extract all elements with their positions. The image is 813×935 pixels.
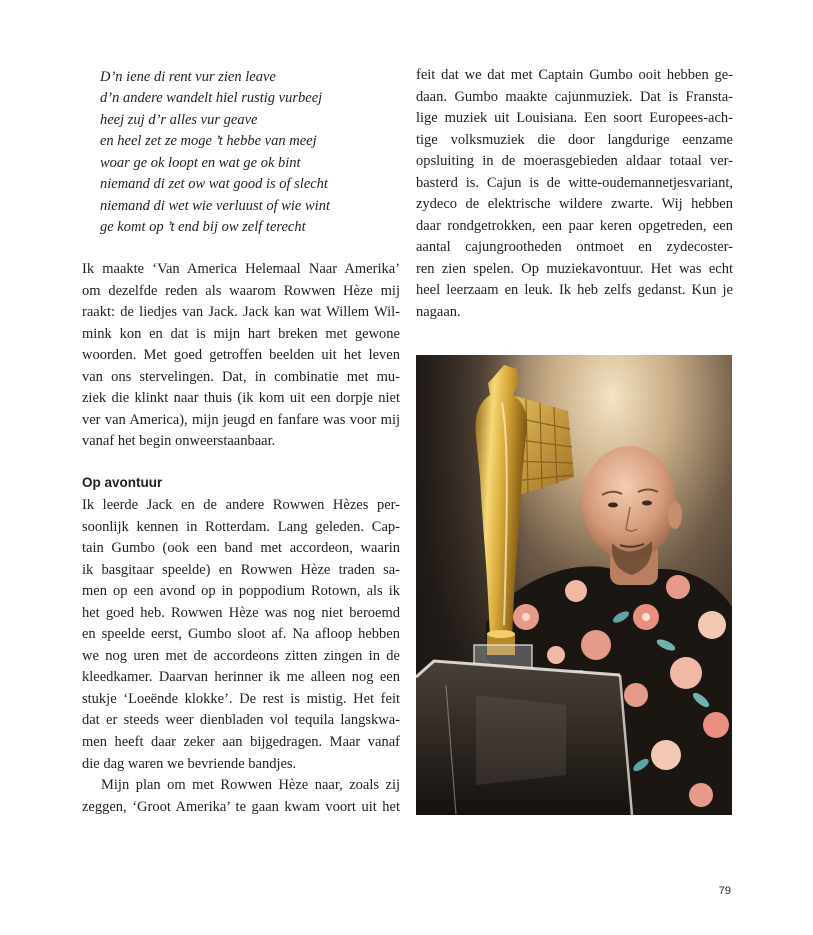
text-line: Mijn plan om met Rowwen Hèze naar, zoals zij — [101, 777, 400, 793]
page-number: 79 — [718, 885, 731, 897]
poem-line: D’n iene di rent vur zien leave — [100, 69, 276, 85]
text-line: tain Gumbo (ook een band met accordeon, waarin — [82, 540, 400, 557]
poem-line: ge komt op ’t end bij ow zelf terecht — [100, 218, 306, 235]
poem-line: heej zuj d’r alles vur geave — [100, 111, 258, 128]
shirt-flower — [703, 712, 729, 738]
text-line: men op een avond op in poppodium Rotown, als ik — [82, 583, 400, 600]
text-line: kleedkamer. Daarvan herinner ik me alleen nog een — [82, 669, 400, 686]
shirt-flower — [689, 783, 713, 807]
text-line: ver van America), mijn jeugd en fanfare was voor mij — [82, 411, 400, 428]
shirt-flower — [565, 580, 587, 602]
right-column-paragraph — [416, 65, 733, 324]
right-eye — [642, 501, 652, 506]
shirt-flower — [581, 630, 611, 660]
text-line: Ik leerde Jack en de andere Rowwen Hèzes per- — [82, 497, 400, 513]
text-line: tige volksmuziek die door langdurige eenzame — [416, 131, 733, 148]
shirt-flower — [624, 683, 648, 707]
shirt-flower — [670, 657, 702, 689]
shirt-flower — [666, 575, 690, 599]
shirt-flower-center — [522, 613, 530, 621]
text-line: basterd is. Cajun is de witte-oudemannetjesvariant, — [416, 174, 733, 191]
text-line: woorden. Met goed getroffen beelden uit het leven — [82, 347, 400, 364]
intro-paragraph — [82, 259, 400, 453]
continued-paragraph — [82, 775, 400, 818]
statuette-base-top — [487, 630, 515, 638]
text-line: daar rondgetrokken, een paar keren opgetreden, een — [416, 217, 733, 234]
glass-reflection — [476, 695, 566, 785]
text-line: Ik maakte ‘Van America Helemaal Naar Amerika’ — [82, 261, 400, 277]
shirt-flower-center — [642, 613, 650, 621]
text-line: nagaan. — [416, 304, 461, 321]
text-line: en speelde eerst, Gumbo sloot af. Na afloop hebben — [82, 626, 400, 643]
section-heading: Op avontuur — [82, 475, 163, 490]
left-eye — [608, 503, 618, 508]
text-line: mink kon en dat is mijn hart breken met gewone — [82, 325, 400, 342]
text-line: aantal cajungrootheden ontmoet en zydecoster- — [416, 239, 733, 256]
text-line: dat er steeds weer dienbladen vol tequila langskwa- — [82, 712, 400, 729]
text-line: ren zien spelen. Op muziekavontuur. Het was echt — [416, 260, 733, 277]
text-line: lige muziek uit Louisiana. Een soort Europees-ach- — [416, 110, 733, 127]
photo-man-with-statuette — [416, 355, 732, 815]
text-line: stukje ‘Loeënde klokke’. De rest is mistig. Het feit — [82, 690, 400, 707]
poem-line: d’n andere wandelt hiel rustig vurbeej — [100, 90, 323, 107]
text-line: opsluiting in de moerasgebieden aldaar totaal ver- — [416, 153, 733, 170]
poem-line: niemand di wet wie verluust of wie wint — [100, 197, 330, 214]
text-line: ik basgitaar speelde) en Rowwen Hèze traden sa- — [82, 561, 400, 578]
shirt-flower — [698, 611, 726, 639]
section-paragraph — [82, 495, 400, 775]
poem-line: woar ge ok loopt en wat ge ok bint — [100, 154, 301, 171]
text-line: zeggen, ‘Groot Amerika’ te gaan kwam voort uit het — [82, 798, 400, 815]
text-line: heel leerzaam en leuk. Ik heb zelfs gedanst. Kun je — [416, 282, 733, 299]
text-line: raakt: de liedjes van Jack. Jack kan wat Willem Wil- — [82, 304, 400, 321]
text-line: soonlijk kennen in Rotterdam. Lang geleden. Cap- — [82, 518, 400, 535]
photo-illustration — [416, 355, 732, 815]
text-line: men heeft daar zeker aan bijgedragen. Maar vanaf — [82, 734, 400, 751]
text-line: we nog uren met de accordeons zitten zingen in de — [82, 647, 400, 664]
text-line: zydeco de elektrische wildere zwarte. Wij hebben — [416, 196, 733, 213]
text-line: het goed heb. Rowwen Hèze was nog niet beroemd — [82, 604, 400, 621]
poem-line: niemand di zet ow wat good is of slecht — [100, 176, 328, 193]
text-line: die dag waren we bevriende bandjes. — [82, 755, 297, 772]
text-line: vanaf het begin onweerstaanbaar. — [82, 433, 276, 450]
shirt-flower — [547, 646, 565, 664]
text-line: van ons stervelingen. Dat, in combinatie met mu- — [82, 368, 400, 385]
text-line: feit dat we dat met Captain Gumbo ooit hebben ge- — [416, 67, 733, 83]
glass-case — [416, 661, 632, 815]
text-line: daan. Gumbo maakte cajunmuziek. Dat is Fransta- — [416, 88, 733, 105]
text-line: om dezelfde reden als waarom Rowwen Hèze mij — [82, 282, 400, 299]
poem-stanza — [100, 67, 400, 238]
ear — [668, 501, 682, 529]
shirt-flower — [651, 740, 681, 770]
text-line: ziek die klinkt naar thuis (ik kom uit een dorpje niet — [82, 390, 400, 407]
poem-line: en heel zet ze moge ’t hebbe van meej — [100, 133, 317, 150]
bald-head — [582, 446, 676, 560]
